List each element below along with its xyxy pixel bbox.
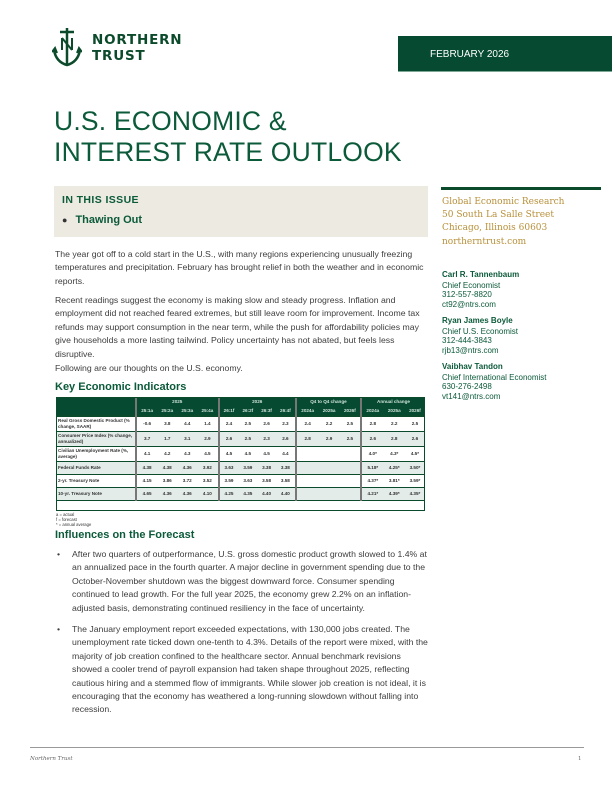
table-cell	[318, 474, 339, 487]
column-header: 2026f	[405, 406, 425, 416]
footnote: * = annual average	[56, 522, 92, 527]
column-header: 2026f	[340, 406, 361, 416]
key-economic-indicators-table	[56, 397, 425, 501]
table-cell: 2.2	[325, 421, 333, 427]
table-cell: 4.36	[177, 461, 197, 474]
table-cell: 3.52	[202, 478, 212, 483]
contact-title: Chief International Economist	[442, 372, 547, 382]
table-cell: 4.39*	[384, 487, 405, 500]
issue-item-link[interactable]	[62, 214, 142, 226]
address-line: 50 South La Salle Street	[442, 210, 554, 221]
contact-title: Chief Economist	[442, 280, 501, 290]
table-cell: 4.5	[204, 451, 211, 456]
table-cell: 4.25	[219, 487, 239, 500]
table-cell: 4.3*	[390, 451, 399, 456]
group-header: Annual change	[361, 397, 425, 406]
footnote: a = actual	[56, 512, 75, 517]
table-cell: 4.4	[184, 421, 191, 427]
table-cell: 4.5	[263, 451, 270, 456]
table-cell: 4.40	[257, 487, 276, 500]
table-corner-cell	[56, 397, 136, 416]
contact-email[interactable]: vt141@ntrs.com	[442, 391, 501, 401]
table-cell: 4.5	[219, 446, 239, 461]
table-cell: 2.3	[282, 421, 289, 427]
table-cell: 2.5	[244, 421, 252, 427]
table-cell: 3.7	[136, 431, 157, 446]
contact-card	[442, 362, 547, 401]
table-row	[56, 446, 425, 461]
table-cell: -0.6	[136, 416, 157, 431]
table-cell: 2.6	[361, 431, 384, 446]
contact-phone: 312-557-8820	[442, 290, 492, 299]
table-cell	[296, 446, 319, 461]
table-cell: 1.7	[157, 431, 177, 446]
row-label: 2-yr. Treasury Note	[58, 477, 100, 483]
table-cell: 2.4	[296, 416, 319, 431]
forecast-bullet	[55, 623, 430, 717]
table-cell: 4.5*	[410, 451, 420, 456]
logo-line-2: TRUST	[92, 48, 146, 64]
table-cell	[340, 461, 361, 474]
table-cell: 1.4	[204, 421, 211, 427]
table-cell: 4.65	[136, 487, 157, 500]
bullet-icon: •	[57, 549, 61, 559]
page-title	[54, 106, 434, 168]
row-label: Real Gross Domestic Product (% change, SAAR)	[58, 418, 130, 429]
table-cell: 3.58	[262, 478, 272, 483]
contact-card	[442, 316, 518, 355]
table-cell: 4.38	[136, 461, 157, 474]
contact-name: Carl R. Tannenbaum	[442, 270, 520, 279]
row-label: Civilian Unemployment Rate (%, average)	[58, 448, 129, 459]
table-cell: 4.1	[136, 446, 157, 461]
footnote: f = forecast	[56, 517, 77, 522]
group-header: 2026	[219, 397, 296, 406]
table-cell: 2.6	[263, 421, 270, 427]
row-label: Federal Funds Rate	[56, 461, 136, 474]
table-row	[56, 487, 425, 500]
table-cell: 4.35*	[405, 487, 425, 500]
table-cell: 3.63	[243, 478, 253, 483]
table-cell: 4.10	[197, 487, 218, 500]
contact-email[interactable]: rjb13@ntrs.com	[442, 345, 499, 355]
column-header: 2025a	[384, 406, 405, 416]
title-line-2: INTEREST RATE OUTLOOK	[54, 137, 402, 167]
issue-date: FEBRUARY 2026	[430, 49, 510, 60]
column-header: 25:2a	[157, 406, 177, 416]
row-label: Consumer Price Index (% change, annualized)	[56, 431, 136, 446]
intro-paragraph: The year got off to a cold start in the U.S., with many regions experiencing unusually freezing temperatures and precipitation. February has brought relief in both the weather and in economic reports.	[55, 249, 424, 286]
address-line: Chicago, Illinois 60603	[442, 223, 548, 234]
table-cell: 2.5	[411, 421, 419, 427]
table-cell: 2.2	[391, 421, 398, 427]
table-cell: 2.6	[276, 431, 296, 446]
in-this-issue-box	[54, 186, 428, 237]
date-banner	[398, 36, 612, 72]
table-cell: 4.36	[157, 487, 177, 500]
table-cell: 3.86	[162, 478, 172, 483]
table-cell: 4.40	[276, 487, 296, 500]
table-cell: 3.38	[257, 461, 276, 474]
table-cell: 2.8	[384, 431, 405, 446]
table-row	[56, 461, 425, 474]
table-cell: 2.5	[346, 421, 354, 427]
table-cell: 4.2	[164, 451, 171, 456]
table-cell: 2.5	[239, 431, 258, 446]
table-cell: 2.6	[405, 431, 425, 446]
table-cell: 3.1	[177, 431, 197, 446]
table-row	[56, 474, 425, 487]
bullet-icon: •	[57, 624, 61, 635]
column-header: 26:3f	[257, 406, 276, 416]
northern-trust-logo	[52, 26, 192, 70]
footer-divider	[30, 747, 584, 748]
issue-item-label: Thawing Out	[75, 214, 143, 226]
table-cell: 3.72	[182, 478, 192, 483]
key-indicators-heading: Key Economic Indicators	[55, 381, 187, 393]
table-cell: 4.21*	[361, 487, 384, 500]
column-header: 25:4a	[197, 406, 218, 416]
bullet-text: After two quarters of outperformance, U.S. gross domestic product growth slowed to 1.4% at an annualized pace in the fourth quarter. A major decline in government spending due to the October-November shutdown was the biggest downward force. Consumer spending continued to lead growth. For the full year 2025, the economy grew 2.2% on an inflation-adjusted basis, demonstrating continued resiliency in the face of uncertainty.	[72, 549, 427, 613]
table-cell: 4.4	[282, 451, 289, 456]
table-cell	[296, 461, 319, 474]
address-line: Global Economic Research	[442, 197, 565, 207]
table-cell	[318, 487, 339, 500]
bullet-text: The January employment report exceeded expectations, with 130,000 jobs created. The unemployment rate ticked down one-tenth to 4.3%. Details of the report were mixed, with the majority of job creation confined to the healthcare sector. Annual benchmark revisions showed a cooler trend of payroll expansion had taken shape throughout 2025, reflecting cautious hiring and a stemmed flow of immigrants. While slower job creation is not ideal, it is encouraging that the economy has weathered a long-running slowdown without falling into recession.	[72, 624, 428, 715]
contact-phone: 630-276-2498	[442, 382, 492, 391]
table-row	[56, 416, 425, 431]
table-cell: 2.6	[219, 431, 239, 446]
table-cell	[340, 446, 361, 461]
forecast-bullet	[55, 548, 430, 615]
contact-title: Chief U.S. Economist	[442, 326, 519, 336]
table-cell: 2.5	[340, 431, 361, 446]
footer-brand: Northern Trust	[30, 756, 73, 762]
column-header: 25:1a	[136, 406, 157, 416]
row-label: 10-yr. Treasury Note	[56, 487, 136, 500]
table-cell: 4.3	[184, 451, 191, 456]
table-cell: 2.3	[257, 431, 276, 446]
table-cell: 4.37*	[361, 474, 384, 487]
table-cell: 3.59*	[409, 478, 421, 483]
table-cell: 4.25*	[384, 461, 405, 474]
table-cell: 4.38	[157, 461, 177, 474]
website-link[interactable]: northerntrust.com	[442, 236, 527, 247]
forecast-bullets	[55, 548, 430, 725]
table-cell: 4.0*	[361, 446, 384, 461]
table-cell: 3.63	[219, 461, 239, 474]
table-cell: 2.9	[318, 431, 339, 446]
column-header: 2024a	[296, 406, 319, 416]
table-cell: 2.9	[197, 431, 218, 446]
table-cell	[318, 446, 339, 461]
column-header: 25:3a	[177, 406, 197, 416]
table-cell: 3.50*	[405, 461, 425, 474]
column-header: 2024a	[361, 406, 384, 416]
table-cell: 3.8	[164, 421, 171, 427]
column-header: 26:1f	[219, 406, 239, 416]
table-cell: 2.8	[296, 431, 319, 446]
contact-card	[442, 270, 519, 309]
column-header: 26:2f	[239, 406, 258, 416]
table-footnotes	[56, 512, 91, 527]
table-cell: 4.36	[177, 487, 197, 500]
in-this-issue-heading: IN THIS ISSUE	[62, 194, 139, 206]
table-cell: 3.38	[276, 461, 296, 474]
table-cell: 5.18*	[361, 461, 384, 474]
anchor-logo-icon	[52, 28, 82, 68]
bullet-icon: ●	[62, 215, 68, 225]
table-cell: 4.5	[244, 451, 252, 456]
contact-email[interactable]: ct92@ntrs.com	[442, 299, 496, 309]
table-cell: 3.81*	[388, 478, 400, 483]
table-cell	[296, 487, 319, 500]
contact-name: Ryan James Boyle	[442, 316, 513, 325]
group-header: Q4 to Q4 change	[296, 397, 361, 406]
table-cell: 3.92	[197, 461, 218, 474]
sidebar-divider	[441, 187, 601, 190]
research-address	[442, 196, 564, 249]
page-number: 1	[578, 756, 582, 762]
table-cell: 4.35	[239, 487, 258, 500]
intro-paragraph: Following are our thoughts on the U.S. economy.	[55, 363, 243, 373]
table-cell: 2.4	[219, 416, 239, 431]
logo-line-1: NORTHERN	[92, 32, 183, 48]
table-cell	[340, 474, 361, 487]
table-cell	[340, 487, 361, 500]
table-cell: 3.59	[239, 461, 258, 474]
column-header: 26:4f	[276, 406, 296, 416]
table-row	[56, 431, 425, 446]
title-line-1: U.S. ECONOMIC &	[54, 106, 287, 136]
table-cell: 4.15	[136, 474, 157, 487]
table-cell: 3.59	[219, 474, 239, 487]
column-header: 2025a	[318, 406, 339, 416]
table-cell	[318, 461, 339, 474]
intro-paragraph: Recent readings suggest the economy is making slow and steady progress. Inflation and employment did not reached feared extremes, but still leave room for improvement. Income tax refunds may support consumption in the near term, while the push for affordability policies may give households a more lasting tailwind. Policy uncertainty has not abated, but feels less disruptive.	[55, 295, 420, 359]
table-cell: 2.8	[361, 416, 384, 431]
forecast-heading: Influences on the Forecast	[55, 529, 195, 541]
contact-phone: 312-444-3843	[442, 336, 492, 345]
contact-name: Vaibhav Tandon	[442, 362, 503, 371]
table-cell: 3.58	[280, 478, 290, 483]
group-header: 2025	[136, 397, 219, 406]
table-cell	[296, 474, 319, 487]
